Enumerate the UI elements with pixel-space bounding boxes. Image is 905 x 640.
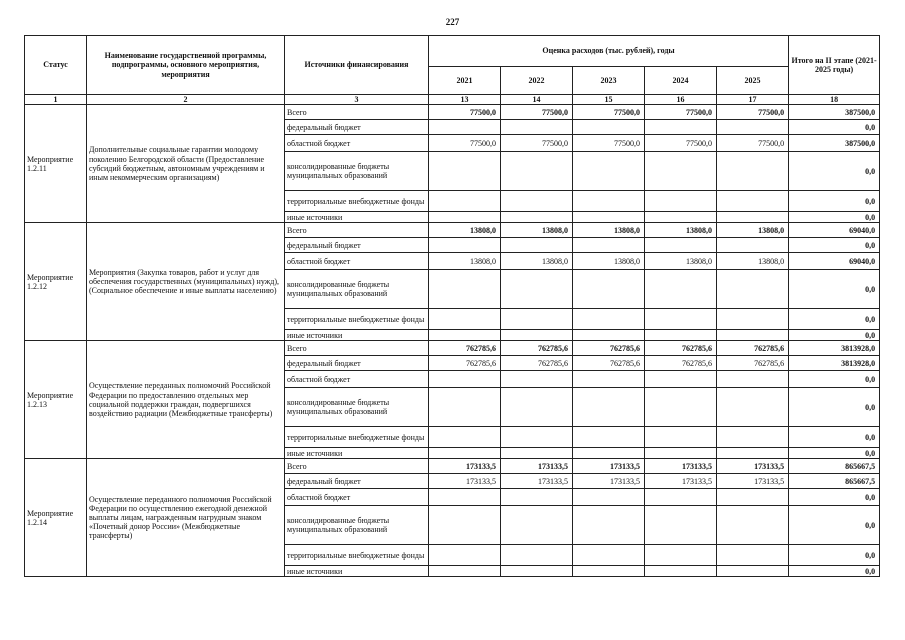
year-value: [501, 238, 573, 253]
total-value: 0,0: [789, 566, 880, 577]
year-value: [573, 270, 645, 309]
year-value: [573, 506, 645, 545]
total-value: 0,0: [789, 309, 880, 330]
year-value: 77500,0: [501, 135, 573, 152]
funding-source: иные источники: [285, 212, 429, 223]
year-value: [645, 506, 717, 545]
total-value: 0,0: [789, 489, 880, 506]
year-value: [501, 309, 573, 330]
year-value: [573, 545, 645, 566]
year-value: [717, 388, 789, 427]
funding-source: консолидированные бюджеты муниципальных образований: [285, 506, 429, 545]
funding-source: иные источники: [285, 566, 429, 577]
year-value: 77500,0: [645, 105, 717, 120]
funding-source: консолидированные бюджеты муниципальных образований: [285, 270, 429, 309]
year-value: 77500,0: [429, 105, 501, 120]
year-value: [429, 427, 501, 448]
year-value: [645, 152, 717, 191]
total-value: 0,0: [789, 545, 880, 566]
year-value: [573, 566, 645, 577]
column-number: 1: [25, 95, 87, 105]
year-value: [429, 191, 501, 212]
year-value: [501, 427, 573, 448]
total-value: 865667,5: [789, 474, 880, 489]
funding-source: иные источники: [285, 330, 429, 341]
total-value: 0,0: [789, 212, 880, 223]
year-value: [501, 388, 573, 427]
year-value: 77500,0: [501, 105, 573, 120]
header-sources: Источники финансирования: [285, 36, 429, 95]
year-value: 13808,0: [645, 223, 717, 238]
header-year: 2024: [645, 67, 717, 95]
funding-source: Всего: [285, 341, 429, 356]
year-value: [645, 427, 717, 448]
year-value: [717, 270, 789, 309]
year-value: [717, 489, 789, 506]
year-value: 13808,0: [501, 253, 573, 270]
funding-source: областной бюджет: [285, 371, 429, 388]
total-value: 0,0: [789, 330, 880, 341]
year-value: 762785,6: [429, 356, 501, 371]
total-value: 3813928,0: [789, 341, 880, 356]
funding-source: иные источники: [285, 448, 429, 459]
year-value: 173133,5: [501, 459, 573, 474]
year-value: [501, 566, 573, 577]
year-value: 173133,5: [717, 459, 789, 474]
year-value: [645, 191, 717, 212]
total-value: 0,0: [789, 120, 880, 135]
funding-source: территориальные внебюджетные фонды: [285, 545, 429, 566]
year-value: [501, 371, 573, 388]
year-value: [501, 152, 573, 191]
total-value: 0,0: [789, 191, 880, 212]
year-value: [717, 566, 789, 577]
table-row: [25, 341, 880, 356]
measure-status: Мероприятие 1.2.12: [25, 223, 87, 341]
column-number: 3: [285, 95, 429, 105]
year-value: [429, 330, 501, 341]
header-year: 2022: [501, 67, 573, 95]
year-value: [645, 212, 717, 223]
total-value: 0,0: [789, 506, 880, 545]
year-value: [501, 191, 573, 212]
funding-source: территориальные внебюджетные фонды: [285, 427, 429, 448]
year-value: [501, 120, 573, 135]
header-year: 2021: [429, 67, 501, 95]
year-value: [429, 566, 501, 577]
year-value: [645, 309, 717, 330]
measure-status: Мероприятие 1.2.13: [25, 341, 87, 459]
year-value: 762785,6: [429, 341, 501, 356]
year-value: [717, 448, 789, 459]
year-value: [501, 506, 573, 545]
year-value: [717, 330, 789, 341]
year-value: [429, 545, 501, 566]
total-value: 3813928,0: [789, 356, 880, 371]
year-value: [645, 448, 717, 459]
year-value: [573, 152, 645, 191]
funding-source: федеральный бюджет: [285, 356, 429, 371]
year-value: [645, 489, 717, 506]
header-status: Статус: [25, 36, 87, 95]
year-value: [429, 489, 501, 506]
measure-name: Дополнительные социальные гарантии молодому поколению Белгородской области (Предоставление субсидий бюджетным, автономным учреждениям и иным некоммерческим организациям): [87, 105, 285, 223]
year-value: [429, 152, 501, 191]
column-number: 18: [789, 95, 880, 105]
funding-source: территориальные внебюджетные фонды: [285, 309, 429, 330]
funding-source: территориальные внебюджетные фонды: [285, 191, 429, 212]
funding-source: Всего: [285, 459, 429, 474]
year-value: [501, 489, 573, 506]
year-value: [645, 238, 717, 253]
year-value: 77500,0: [429, 135, 501, 152]
total-value: 0,0: [789, 388, 880, 427]
year-value: 77500,0: [717, 135, 789, 152]
funding-source: Всего: [285, 223, 429, 238]
total-value: 387500,0: [789, 105, 880, 120]
year-value: [717, 506, 789, 545]
year-value: [429, 388, 501, 427]
year-value: 13808,0: [573, 253, 645, 270]
total-value: 0,0: [789, 270, 880, 309]
page-number: 227: [445, 17, 460, 27]
year-value: 77500,0: [645, 135, 717, 152]
year-value: [573, 238, 645, 253]
year-value: [645, 371, 717, 388]
column-number: 16: [645, 95, 717, 105]
column-number: 17: [717, 95, 789, 105]
year-value: 173133,5: [573, 459, 645, 474]
year-value: 762785,6: [717, 341, 789, 356]
year-value: [645, 388, 717, 427]
funding-source: федеральный бюджет: [285, 474, 429, 489]
year-value: 173133,5: [645, 474, 717, 489]
year-value: 173133,5: [429, 474, 501, 489]
funding-source: консолидированные бюджеты муниципальных образований: [285, 388, 429, 427]
year-value: 762785,6: [501, 356, 573, 371]
funding-source: федеральный бюджет: [285, 238, 429, 253]
year-value: 762785,6: [573, 341, 645, 356]
total-value: 69040,0: [789, 253, 880, 270]
header-year: 2023: [573, 67, 645, 95]
total-value: 0,0: [789, 371, 880, 388]
year-value: 13808,0: [645, 253, 717, 270]
year-value: [501, 330, 573, 341]
year-value: [717, 238, 789, 253]
year-value: [573, 309, 645, 330]
table-row: [25, 105, 880, 120]
column-number: 15: [573, 95, 645, 105]
year-value: [717, 191, 789, 212]
table-body: [25, 105, 880, 577]
year-value: 173133,5: [501, 474, 573, 489]
year-value: [573, 448, 645, 459]
year-value: 77500,0: [573, 135, 645, 152]
year-value: 762785,6: [573, 356, 645, 371]
year-value: 77500,0: [717, 105, 789, 120]
funding-source: федеральный бюджет: [285, 120, 429, 135]
year-value: [717, 309, 789, 330]
year-value: [573, 120, 645, 135]
year-value: [501, 545, 573, 566]
year-value: [717, 427, 789, 448]
year-value: [429, 238, 501, 253]
year-value: 13808,0: [429, 253, 501, 270]
measure-status: Мероприятие 1.2.11: [25, 105, 87, 223]
year-value: [429, 309, 501, 330]
year-value: 173133,5: [717, 474, 789, 489]
year-value: 173133,5: [645, 459, 717, 474]
year-value: 762785,6: [645, 341, 717, 356]
total-value: 0,0: [789, 238, 880, 253]
year-value: [717, 371, 789, 388]
year-value: [501, 270, 573, 309]
year-value: [429, 448, 501, 459]
header-year: 2025: [717, 67, 789, 95]
year-value: 173133,5: [429, 459, 501, 474]
funding-source: консолидированные бюджеты муниципальных образований: [285, 152, 429, 191]
header-name: Наименование государственной программы, подпрограммы, основного мероприятия, мероприятия: [87, 36, 285, 95]
column-number: 13: [429, 95, 501, 105]
year-value: [573, 427, 645, 448]
year-value: [645, 330, 717, 341]
year-value: 762785,6: [717, 356, 789, 371]
year-value: 13808,0: [573, 223, 645, 238]
year-value: [501, 212, 573, 223]
funding-source: Всего: [285, 105, 429, 120]
year-value: [645, 545, 717, 566]
year-value: [645, 120, 717, 135]
year-value: [573, 388, 645, 427]
year-value: 13808,0: [717, 253, 789, 270]
year-value: [573, 489, 645, 506]
total-value: 69040,0: [789, 223, 880, 238]
funding-source: областной бюджет: [285, 253, 429, 270]
year-value: [429, 270, 501, 309]
year-value: 77500,0: [573, 105, 645, 120]
year-value: [429, 212, 501, 223]
total-value: 0,0: [789, 427, 880, 448]
year-value: 13808,0: [501, 223, 573, 238]
year-value: 13808,0: [429, 223, 501, 238]
funding-source: областной бюджет: [285, 135, 429, 152]
year-value: [573, 191, 645, 212]
year-value: [573, 330, 645, 341]
header-estimate: Оценка расходов (тыс. рублей), годы: [429, 36, 789, 67]
measure-name: Осуществление переданного полномочия Российской Федерации по осуществлению ежегодной денежной выплаты лицам, награжденным нагрудным знаком «Почетный донор России» (Межбюджетные трансферты): [87, 459, 285, 577]
funding-source: областной бюджет: [285, 489, 429, 506]
measure-status: Мероприятие 1.2.14: [25, 459, 87, 577]
table-row: [25, 223, 880, 238]
total-value: 0,0: [789, 152, 880, 191]
budget-table: [24, 35, 880, 577]
header-total: Итого на II этапе (2021-2025 годы): [789, 36, 880, 95]
year-value: 173133,5: [573, 474, 645, 489]
year-value: [645, 270, 717, 309]
year-value: [717, 212, 789, 223]
year-value: [573, 371, 645, 388]
year-value: [717, 120, 789, 135]
year-value: [717, 152, 789, 191]
column-number: 14: [501, 95, 573, 105]
year-value: 762785,6: [501, 341, 573, 356]
year-value: [501, 448, 573, 459]
year-value: [429, 120, 501, 135]
total-value: 0,0: [789, 448, 880, 459]
year-value: [717, 545, 789, 566]
year-value: 13808,0: [717, 223, 789, 238]
table-row: [25, 459, 880, 474]
year-value: [429, 371, 501, 388]
total-value: 387500,0: [789, 135, 880, 152]
total-value: 865667,5: [789, 459, 880, 474]
column-number: 2: [87, 95, 285, 105]
year-value: [645, 566, 717, 577]
measure-name: Осуществление переданных полномочий Российской Федерации по предоставлению отдельных мер социальной поддержки граждан, подвергшихся воздействию радиации (Межбюджетные трансферты): [87, 341, 285, 459]
year-value: [429, 506, 501, 545]
year-value: [573, 212, 645, 223]
year-value: 762785,6: [645, 356, 717, 371]
measure-name: Мероприятия (Закупка товаров, работ и услуг для обеспечения государственных (муниципальных) нужд), (Социальное обеспечение и иные выплаты населению): [87, 223, 285, 341]
